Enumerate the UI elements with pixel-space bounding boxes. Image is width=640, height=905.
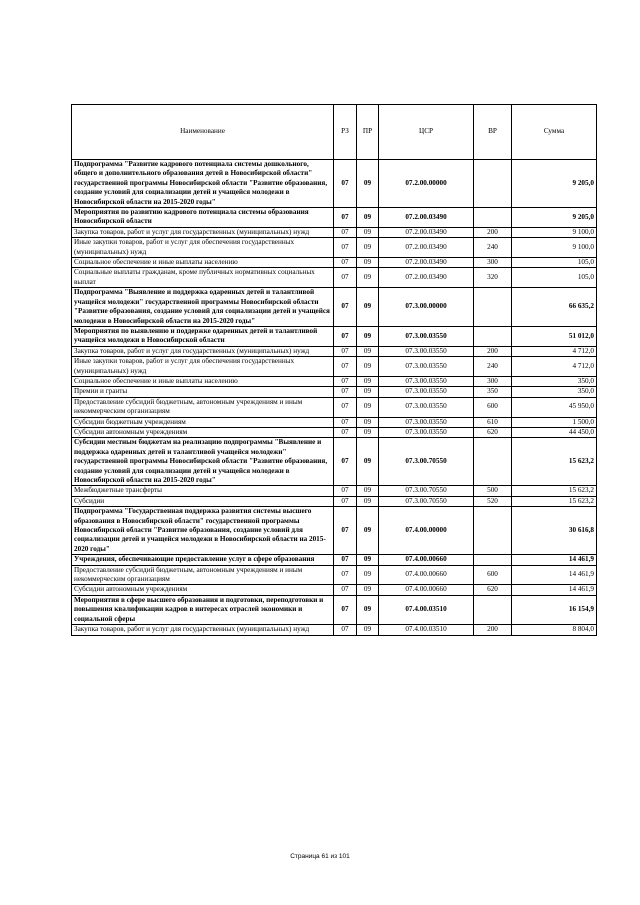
cell-sum: 9 205,0 — [512, 208, 597, 228]
table-row — [72, 625, 597, 635]
header-name: Наименование — [72, 105, 334, 160]
cell-rz: 07 — [334, 288, 357, 327]
cell-sum: 1 500,0 — [512, 417, 597, 427]
table-row — [72, 438, 597, 486]
cell-sum: 30 616,8 — [512, 507, 597, 555]
table-row — [72, 326, 597, 346]
cell-name: Подпрограмма "Развитие кадрового потенциала системы дошкольного, общего и дополнительного образования детей в Новосибирской области" государственной программы Новосибирской области "Развитие образования, создание условий для социализации детей и учащейся молодежи в Новосибирской области на 2015-2020 годы" — [72, 160, 334, 208]
table-row — [72, 565, 597, 585]
cell-name: Мероприятия по развитию кадрового потенциала системы образования Новосибирской области — [72, 208, 334, 228]
cell-csr: 07.4.00.00660 — [379, 555, 474, 565]
cell-name: Подпрограмма "Выявление и поддержка одаренных детей и талантливой учащейся молодежи" государственной программы Новосибирской области "Развитие образования, создание условий для социализации детей и учащейся молодежи в Новосибирской области на 2015-2020 годы" — [72, 288, 334, 327]
cell-csr: 07.2.00.03490 — [379, 208, 474, 228]
cell-csr: 07.3.00.70550 — [379, 496, 474, 506]
cell-name: Субсидии бюджетным учреждениям — [72, 417, 334, 427]
cell-pr: 09 — [357, 357, 379, 377]
cell-sum: 9 100,0 — [512, 238, 597, 258]
cell-name: Социальные выплаты гражданам, кроме публичных нормативных социальных выплат — [72, 268, 334, 288]
cell-sum: 350,0 — [512, 376, 597, 386]
cell-vr — [474, 507, 512, 555]
cell-name: Субсидии — [72, 496, 334, 506]
cell-rz: 07 — [334, 160, 357, 208]
table-row — [72, 357, 597, 377]
table-row — [72, 258, 597, 268]
cell-csr: 07.3.00.03550 — [379, 376, 474, 386]
cell-rz: 07 — [334, 326, 357, 346]
cell-csr: 07.3.00.03550 — [379, 417, 474, 427]
cell-pr: 09 — [357, 326, 379, 346]
cell-csr: 07.3.00.00000 — [379, 288, 474, 327]
cell-pr: 09 — [357, 438, 379, 486]
cell-vr: 240 — [474, 357, 512, 377]
cell-rz: 07 — [334, 238, 357, 258]
table-row — [72, 238, 597, 258]
cell-csr: 07.3.00.03550 — [379, 326, 474, 346]
table-row — [72, 595, 597, 624]
cell-rz: 07 — [334, 376, 357, 386]
cell-pr: 09 — [357, 417, 379, 427]
cell-name: Закупка товаров, работ и услуг для государственных (муниципальных) нужд — [72, 227, 334, 237]
cell-sum: 9 205,0 — [512, 160, 597, 208]
cell-sum: 66 635,2 — [512, 288, 597, 327]
cell-rz: 07 — [334, 625, 357, 635]
cell-vr — [474, 208, 512, 228]
cell-sum: 8 804,0 — [512, 625, 597, 635]
cell-vr — [474, 555, 512, 565]
table-header-row — [72, 105, 597, 160]
cell-vr: 320 — [474, 268, 512, 288]
cell-csr: 07.4.00.03510 — [379, 595, 474, 624]
table-row — [72, 555, 597, 565]
table-row — [72, 227, 597, 237]
cell-rz: 07 — [334, 208, 357, 228]
table-row — [72, 417, 597, 427]
cell-rz: 07 — [334, 427, 357, 437]
cell-sum: 105,0 — [512, 258, 597, 268]
cell-vr: 200 — [474, 227, 512, 237]
cell-pr: 09 — [357, 387, 379, 397]
cell-vr: 200 — [474, 346, 512, 356]
budget-table — [71, 104, 597, 636]
cell-pr: 09 — [357, 376, 379, 386]
cell-csr: 07.2.00.00000 — [379, 160, 474, 208]
cell-csr: 07.3.00.03550 — [379, 397, 474, 417]
page-number: Страница 61 из 101 — [290, 853, 350, 860]
cell-rz: 07 — [334, 258, 357, 268]
cell-sum: 16 154,9 — [512, 595, 597, 624]
cell-vr: 240 — [474, 238, 512, 258]
cell-rz: 07 — [334, 417, 357, 427]
cell-sum: 15 623,2 — [512, 486, 597, 496]
table-row — [72, 496, 597, 506]
table-row — [72, 397, 597, 417]
cell-sum: 105,0 — [512, 268, 597, 288]
cell-name: Учреждения, обеспечивающие предоставление услуг в сфере образования — [72, 555, 334, 565]
cell-csr: 07.2.00.03490 — [379, 227, 474, 237]
cell-pr: 09 — [357, 625, 379, 635]
cell-vr — [474, 160, 512, 208]
cell-pr: 09 — [357, 585, 379, 595]
cell-rz: 07 — [334, 346, 357, 356]
cell-rz: 07 — [334, 595, 357, 624]
cell-vr: 620 — [474, 585, 512, 595]
cell-name: Иные закупки товаров, работ и услуг для обеспечения государственных (муниципальных) нужд — [72, 357, 334, 377]
table-row — [72, 427, 597, 437]
cell-rz: 07 — [334, 438, 357, 486]
cell-sum: 14 461,9 — [512, 585, 597, 595]
cell-rz: 07 — [334, 387, 357, 397]
cell-csr: 07.2.00.03490 — [379, 238, 474, 258]
cell-rz: 07 — [334, 268, 357, 288]
cell-name: Субсидии автономным учреждениям — [72, 427, 334, 437]
table-row — [72, 208, 597, 228]
cell-vr: 300 — [474, 376, 512, 386]
cell-sum: 14 461,9 — [512, 565, 597, 585]
cell-pr: 09 — [357, 288, 379, 327]
header-vr: ВР — [474, 105, 512, 160]
cell-vr: 610 — [474, 417, 512, 427]
cell-csr: 07.2.00.03490 — [379, 258, 474, 268]
cell-csr: 07.3.00.03550 — [379, 346, 474, 356]
cell-vr: 300 — [474, 258, 512, 268]
cell-rz: 07 — [334, 357, 357, 377]
cell-pr: 09 — [357, 565, 379, 585]
cell-sum: 4 712,0 — [512, 357, 597, 377]
cell-sum: 9 100,0 — [512, 227, 597, 237]
cell-pr: 09 — [357, 160, 379, 208]
cell-pr: 09 — [357, 427, 379, 437]
header-rz: РЗ — [334, 105, 357, 160]
cell-name: Мероприятия по выявлению и поддержке одаренных детей и талантливой учащейся молодежи в Новосибирской области — [72, 326, 334, 346]
cell-sum: 45 950,0 — [512, 397, 597, 417]
header-pr: ПР — [357, 105, 379, 160]
cell-pr: 09 — [357, 397, 379, 417]
cell-sum: 350,0 — [512, 387, 597, 397]
cell-vr — [474, 595, 512, 624]
cell-rz: 07 — [334, 555, 357, 565]
cell-pr: 09 — [357, 486, 379, 496]
cell-pr: 09 — [357, 208, 379, 228]
cell-rz: 07 — [334, 585, 357, 595]
cell-vr: 600 — [474, 565, 512, 585]
cell-sum: 14 461,9 — [512, 555, 597, 565]
cell-csr: 07.3.00.03550 — [379, 387, 474, 397]
cell-pr: 09 — [357, 507, 379, 555]
cell-pr: 09 — [357, 496, 379, 506]
cell-csr: 07.4.00.00000 — [379, 507, 474, 555]
cell-vr: 200 — [474, 625, 512, 635]
cell-csr: 07.3.00.03550 — [379, 427, 474, 437]
table-row — [72, 486, 597, 496]
header-csr: ЦСР — [379, 105, 474, 160]
cell-sum: 44 450,0 — [512, 427, 597, 437]
table-row — [72, 346, 597, 356]
cell-rz: 07 — [334, 507, 357, 555]
cell-name: Подпрограмма "Государственная поддержка развития системы высшего образования в Новосибирской области" государственной программы Новосибирской области "Развитие образования, создание условий для социализации детей и учащейся молодежи в Новосибирской области на 2015-2020 годы" — [72, 507, 334, 555]
cell-name: Субсидии автономным учреждениям — [72, 585, 334, 595]
cell-csr: 07.3.00.03550 — [379, 357, 474, 377]
cell-name: Субсидии местным бюджетам на реализацию подпрограммы "Выявление и поддержка одаренных детей и талантливой учащейся молодежи" государственной программы Новосибирской области "Развитие образования, создание условий для социализации детей и учащейся молодежи в Новосибирской области на 2015-2020 годы" — [72, 438, 334, 486]
cell-pr: 09 — [357, 555, 379, 565]
cell-pr: 09 — [357, 258, 379, 268]
table-row — [72, 507, 597, 555]
cell-pr: 09 — [357, 595, 379, 624]
cell-vr — [474, 438, 512, 486]
header-sum: Сумма — [512, 105, 597, 160]
table-row — [72, 387, 597, 397]
cell-rz: 07 — [334, 486, 357, 496]
cell-name: Предоставление субсидий бюджетным, автономным учреждениям и иным некоммерческим организациям — [72, 397, 334, 417]
cell-name: Премии и гранты — [72, 387, 334, 397]
table-row — [72, 585, 597, 595]
cell-rz: 07 — [334, 397, 357, 417]
cell-csr: 07.2.00.03490 — [379, 268, 474, 288]
cell-sum: 15 623,2 — [512, 438, 597, 486]
cell-csr: 07.4.00.03510 — [379, 625, 474, 635]
cell-csr: 07.4.00.00660 — [379, 585, 474, 595]
cell-sum: 15 623,2 — [512, 496, 597, 506]
cell-vr: 520 — [474, 496, 512, 506]
cell-vr: 620 — [474, 427, 512, 437]
table-row — [72, 376, 597, 386]
cell-pr: 09 — [357, 346, 379, 356]
cell-pr: 09 — [357, 268, 379, 288]
cell-vr — [474, 288, 512, 327]
cell-rz: 07 — [334, 565, 357, 585]
cell-vr — [474, 326, 512, 346]
cell-name: Иные закупки товаров, работ и услуг для обеспечения государственных (муниципальных) нужд — [72, 238, 334, 258]
cell-vr: 350 — [474, 387, 512, 397]
cell-rz: 07 — [334, 227, 357, 237]
cell-csr: 07.3.00.70550 — [379, 438, 474, 486]
table-row — [72, 160, 597, 208]
cell-vr: 500 — [474, 486, 512, 496]
cell-name: Социальное обеспечение и иные выплаты населению — [72, 376, 334, 386]
cell-pr: 09 — [357, 238, 379, 258]
cell-vr: 600 — [474, 397, 512, 417]
cell-csr: 07.4.00.00660 — [379, 565, 474, 585]
cell-sum: 51 012,0 — [512, 326, 597, 346]
cell-csr: 07.3.00.70550 — [379, 486, 474, 496]
cell-name: Мероприятия в сфере высшего образования и подготовки, переподготовки и повышения квалификации кадров в интересах отраслей экономики и социальной сферы — [72, 595, 334, 624]
cell-rz: 07 — [334, 496, 357, 506]
cell-sum: 4 712,0 — [512, 346, 597, 356]
cell-name: Предоставление субсидий бюджетным, автономным учреждениям и иным некоммерческим организациям — [72, 565, 334, 585]
cell-pr: 09 — [357, 227, 379, 237]
table-row — [72, 268, 597, 288]
table-row — [72, 288, 597, 327]
cell-name: Межбюджетные трансферты — [72, 486, 334, 496]
cell-name: Социальное обеспечение и иные выплаты населению — [72, 258, 334, 268]
cell-name: Закупка товаров, работ и услуг для государственных (муниципальных) нужд — [72, 625, 334, 635]
cell-name: Закупка товаров, работ и услуг для государственных (муниципальных) нужд — [72, 346, 334, 356]
